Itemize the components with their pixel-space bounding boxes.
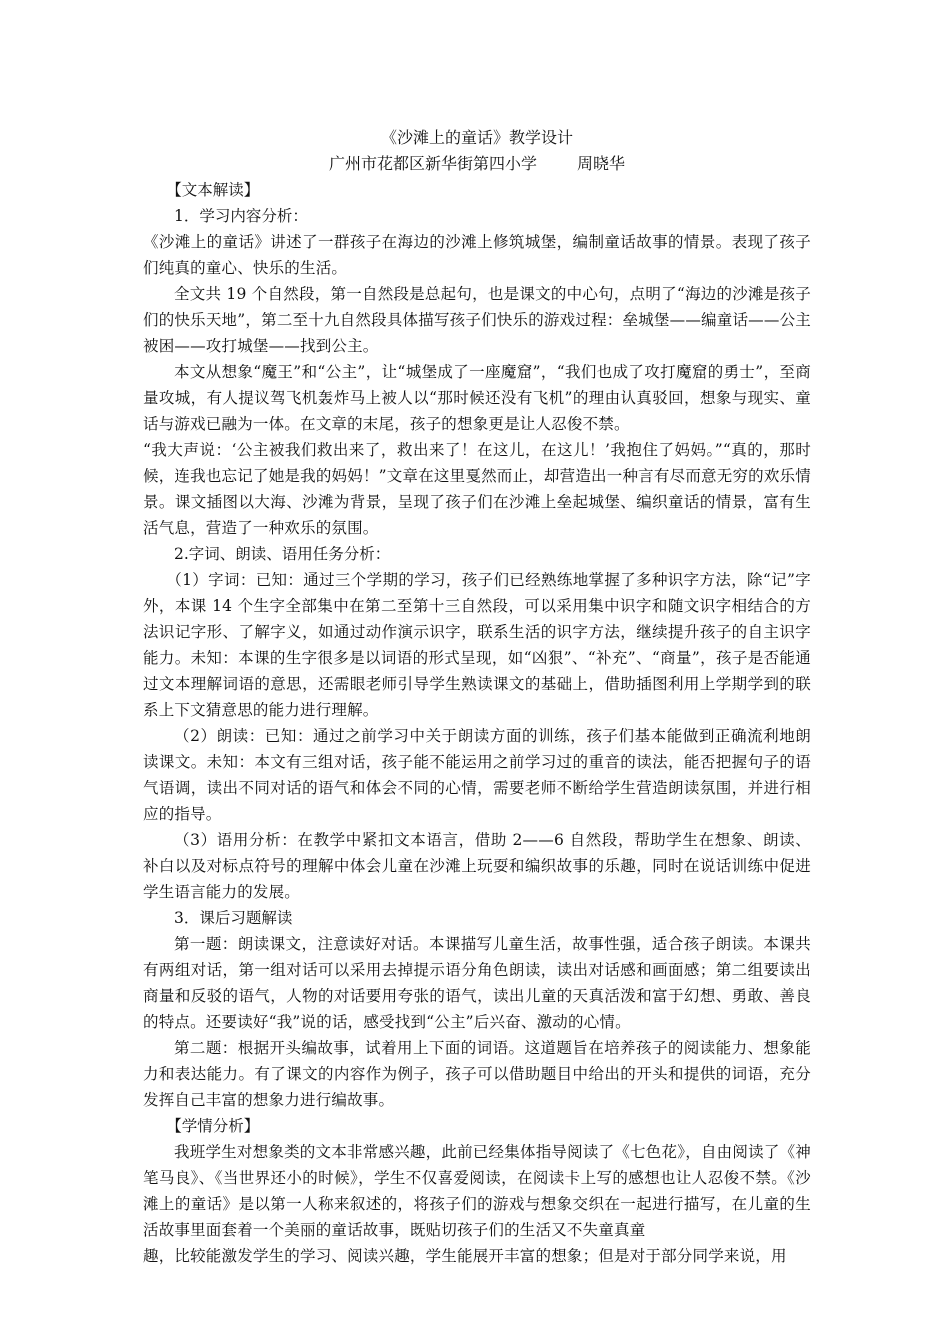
subsection-heading-task-analysis: 2.字词、朗读、语用任务分析：: [174, 545, 391, 563]
paragraph: 第二题：根据开头编故事，试着用上下面的词语。这道题旨在培养孩子的阅读能力、想象能力和表达能力。有了课文的内容作为例子，孩子可以借助题目中给出的开头和提供的词语，充分发挥自己丰富的想象力进行编故事。: [143, 1039, 811, 1109]
paragraph: （2）朗读：已知：通过之前学习中关于朗读方面的训练，孩子们基本能做到正确流利地朗读课文。未知：本文有三组对话，孩子能不能运用之前学习过的重音的读法，能否把握句子的语气语调，读出不同对话的语气和体会不同的心情，需要老师不断给学生营造朗读氛围，并进行相应的指导。: [143, 727, 811, 823]
document-page: [143, 125, 811, 1269]
paragraph: 我班学生对想象类的文本非常感兴趣，此前已经集体指导阅读了《七色花》，自由阅读了《神笔马良》、《当世界还小的时候》，学生不仅喜爱阅读，在阅读卡上写的感想也让人忍俊不禁。《沙滩上的童话》是以第一人称来叙述的，将孩子们的游戏与想象交织在一起进行描写，在儿童的生活故事里面套着一个美丽的童话故事，既贴切孩子们的生活又不失童真童: [143, 1143, 811, 1239]
paragraph: （3）语用分析：在教学中紧扣文本语言，借助 2——6 自然段，帮助学生在想象、朗读、补白以及对标点符号的理解中体会儿童在沙滩上玩耍和编织故事的乐趣，同时在说话训练中促进学生语言能力的发展。: [143, 831, 811, 901]
paragraph: 全文共 19 个自然段，第一自然段是总起句，也是课文的中心句，点明了“海边的沙滩是孩子们的快乐天地”，第二至十九自然段具体描写孩子们快乐的游戏过程：垒城堡——编童话——公主被困——攻打城堡——找到公主。: [143, 285, 811, 355]
paragraph: 第一题：朗读课文，注意读好对话。本课描写儿童生活，故事性强，适合孩子朗读。本课共有两组对话，第一组对话可以采用去掉提示语分角色朗读，读出对话感和画面感；第二组要读出商量和反驳的语气，人物的对话要用夸张的语气，读出儿童的天真活泼和富于幻想、勇敢、善良的特点。还要读好“我”说的话，感受找到“公主”后兴奋、激动的心情。: [143, 935, 811, 1031]
author-name: 周晓华: [577, 154, 626, 173]
section-heading-text-reading: 【文本解读】: [166, 181, 260, 199]
paragraph: 《沙滩上的童话》讲述了一群孩子在海边的沙滩上修筑城堡，编制童话故事的情景。表现了孩子们纯真的童心、快乐的生活。: [143, 233, 811, 277]
paragraph: 趣，比较能激发学生的学习、阅读兴趣，学生能展开丰富的想象；但是对于部分同学来说，用: [143, 1247, 787, 1265]
paragraph: 本文从想象“魔王”和“公主”，让“城堡成了一座魔窟”，“我们也成了攻打魔窟的勇士”，至商量攻城，有人提议驾飞机轰炸马上被人以“那时候还没有飞机”的理由认真驳回，想象与现实、童话与游戏已融为一体。在文章的末尾，孩子的想象更是让人忍俊不禁。: [143, 363, 811, 433]
author-line: [143, 151, 811, 177]
author-school: 广州市花都区新华街第四小学: [328, 154, 537, 173]
paragraph: （1）字词：已知：通过三个学期的学习，孩子们已经熟练地掌握了多种识字方法，除“记”字外，本课 14 个生字全部集中在第二至第十三自然段，可以采用集中识字和随文识字相结合的方法识记字形、了解字义，如通过动作演示识字，联系生活的识字方法，继续提升孩子的自主识字能力。未知：本课的生字很多是以词语的形式呈现，如“凶狠”、“补充”、“商量”，孩子是否能通过文本理解词语的意思，还需眼老师引导学生熟读课文的基础上，借助插图利用上学期学到的联系上下文猜意思的能力进行理解。: [143, 571, 811, 719]
document-title: 《沙滩上的童话》教学设计: [380, 128, 573, 147]
subsection-heading-exercise-reading: 3．课后习题解读: [174, 909, 293, 927]
subsection-heading-content-analysis: 1．学习内容分析：: [174, 207, 308, 225]
paragraph: “我大声说：‘公主被我们救出来了，救出来了！在这儿，在这儿！’我抱住了妈妈。”“真的，那时候，连我也忘记了她是我的妈妈！”文章在这里戛然而止，却营造出一种言有尽而意无穷的欢乐情景。课文插图以大海、沙滩为背景，呈现了孩子们在沙滩上垒起城堡、编织童话的情景，富有生活气息，营造了一种欢乐的氛围。: [143, 441, 811, 537]
section-heading-learner-analysis: 【学情分析】: [166, 1117, 260, 1135]
